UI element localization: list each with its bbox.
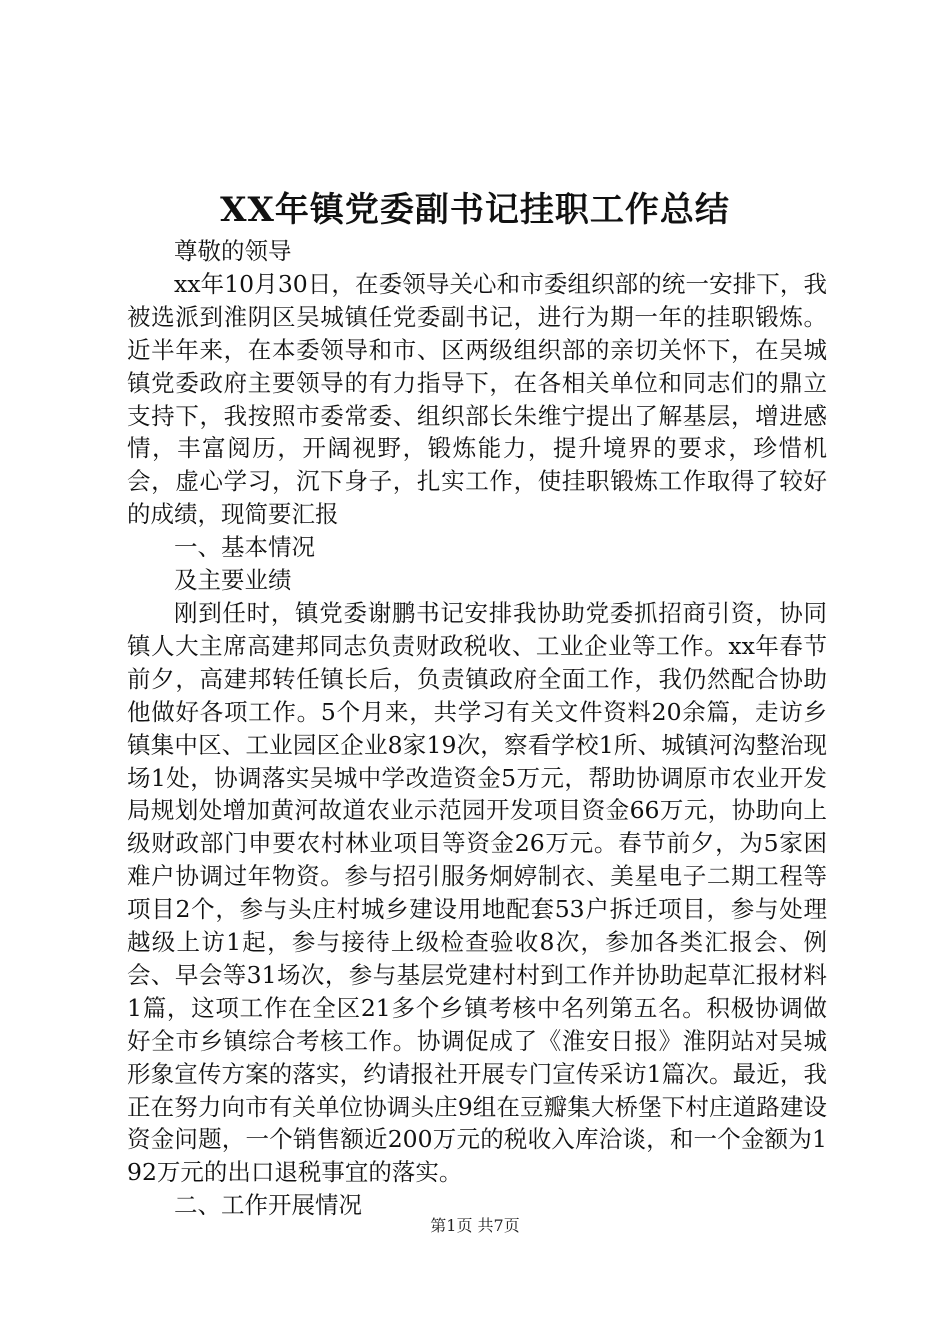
section-heading-1-cont: 及主要业绩 xyxy=(174,566,292,595)
section-heading-2: 二、工作开展情况 xyxy=(174,1191,362,1220)
section-heading-1: 一、基本情况 xyxy=(174,533,315,562)
document-body xyxy=(127,235,827,1222)
document-title: XX年镇党委副书记挂职工作总结 xyxy=(220,190,730,230)
salutation: 尊敬的领导 xyxy=(174,237,292,265)
page-number: 第1页 共7页 xyxy=(430,1216,520,1235)
paragraph-achievements: 刚到任时，镇党委谢鹏书记安排我协助党委抓招商引资，协同镇人大主席高建邦同志负责财政税收、工业企业等工作。xx年春节前夕，高建邦转任镇长后，负责镇政府全面工作，我仍然配合协助他做好各项工作。5个月来，共学习有关文件资料20余篇，走访乡镇集中区、工业园区企业8家19次，察看学校1所、城镇河沟整治现场1处，协调落实吴城中学改造资金5万元，帮助协调原市农业开发局规划处增加黄河故道农业示范园开发项目资金66万元，协助向上级财政部门申要农村林业项目等资金26万元。春节前夕，为5家困难户协调过年物资。参与招引服务炯婷制衣、美星电子二期工程等项目2个，参与头庄村城乡建设用地配套53户拆迁项目，参与处理越级上访1起，参与接待上级检查验收8次，参加各类汇报会、例会、早会等31场次，参与基层党建村村到工作并协助起草汇报材料1篇，这项工作在全区21多个乡镇考核中名列第五名。积极协调做好全市乡镇综合考核工作。协调促成了《淮安日报》淮阴站对吴城形象宣传方案的落实，约请报社开展专门宣传采访1篇次。最近，我正在努力向市有关单位协调头庄9组在豆瓣集大桥堡下村庄道路建设资金问题，一个销售额近200万元的税收入库洽谈，和一个金额为192万元的出口退税事宜的落实。 xyxy=(127,598,827,1187)
paragraph-intro: xx年10月30日，在委领导关心和市委组织部的统一安排下，我被选派到淮阴区吴城镇任党委副书记，进行为期一年的挂职锻炼。近半年来，在本委领导和市、区两级组织部的亲切关怀下，在吴城镇党委政府主要领导的有力指导下，在各相关单位和同志们的鼎立支持下，我按照市委常委、组织部长朱维宁提出了解基层，增进感情，丰富阅历，开阔视野，锻炼能力，提升境界的要求，珍惜机会，虚心学习，沉下身子，扎实工作，使挂职锻炼工作取得了较好的成绩，现简要汇报 xyxy=(127,269,827,529)
